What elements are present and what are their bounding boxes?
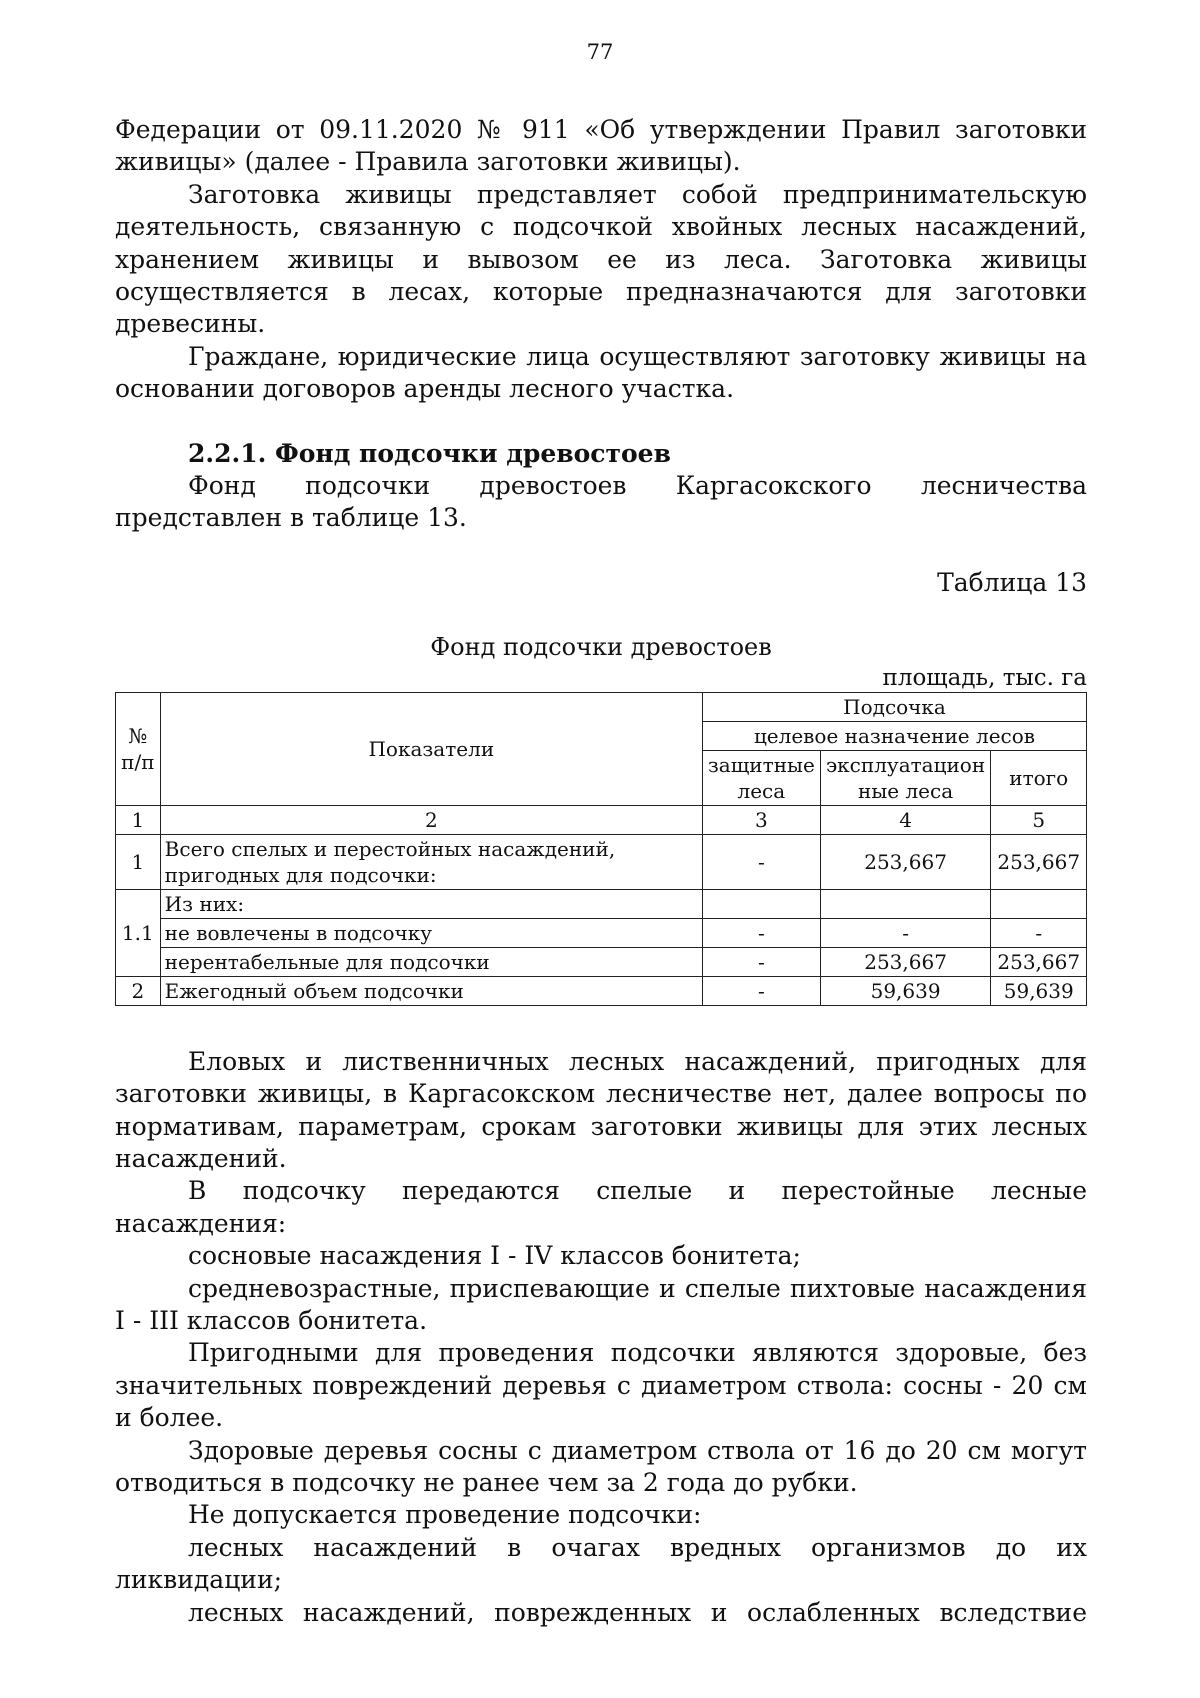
header-col5: итого — [991, 750, 1087, 805]
row-protective: - — [702, 947, 820, 976]
paragraph: средневозрастные, приспевающие и спелые пихтовые насаждения I - III классов бонитета. — [115, 1273, 1087, 1335]
table-label: Таблица 13 — [937, 567, 1087, 597]
table-row — [116, 834, 1087, 889]
row-exploitation: 253,667 — [820, 947, 991, 976]
section-intro: Фонд подсочки древостоев Каргасокского лесничества представлен в таблице 13. — [115, 471, 1087, 533]
row-protective: - — [702, 918, 820, 947]
row-exploitation — [820, 889, 991, 918]
row-protective — [702, 889, 820, 918]
row-exploitation: 253,667 — [820, 834, 991, 889]
row-total: 253,667 — [991, 947, 1087, 976]
table-units: площадь, тыс. га — [882, 664, 1087, 691]
row-protective: - — [702, 834, 820, 889]
table-row — [116, 976, 1087, 1005]
section-heading: 2.2.1. Фонд подсочки древостоев — [188, 438, 671, 468]
header-group: Подсочка — [702, 692, 1086, 721]
paragraph: Здоровые деревья сосны с диаметром ствола от 16 до 20 см могут отводиться в подсочку не ранее чем за 2 года до рубки. — [115, 1435, 1087, 1497]
col-number: 1 — [116, 805, 161, 834]
row-num: 2 — [116, 976, 161, 1005]
column-numbers-row — [116, 805, 1087, 834]
paragraph: лесных насаждений в очагах вредных организмов до их ликвидации; — [115, 1532, 1087, 1595]
paragraph: сосновые насаждения I - IV классов бонитета; — [188, 1241, 801, 1271]
row-exploitation: 59,639 — [820, 976, 991, 1005]
table-row — [116, 947, 1087, 976]
table-row — [116, 889, 1087, 918]
col-number: 2 — [160, 805, 702, 834]
row-protective: - — [702, 976, 820, 1005]
row-name: Всего спелых и перестойных насаждений, пригодных для подсочки: — [160, 834, 702, 889]
page-number: 77 — [586, 40, 614, 64]
row-name: не вовлечены в подсочку — [160, 918, 702, 947]
table-title: Фонд подсочки древостоев — [430, 633, 772, 662]
paragraph: В подсочку передаются спелые и перестойные лесные насаждения: — [115, 1176, 1087, 1238]
header-indicators: Показатели — [160, 692, 702, 805]
row-total: - — [991, 918, 1087, 947]
paragraph: лесных насаждений, поврежденных и ослабленных вследствие — [188, 1597, 1087, 1627]
row-name: нерентабельные для подсочки — [160, 947, 702, 976]
paragraph: Пригодными для проведения подсочки являются здоровые, без значительных повреждений деревья с диаметром ствола: сосны - 20 см и более. — [115, 1338, 1087, 1433]
row-name: Из них: — [160, 889, 702, 918]
row-name: Ежегодный объем подсочки — [160, 976, 702, 1005]
header-subgroup: целевое назначение лесов — [702, 721, 1086, 750]
row-exploitation: - — [820, 918, 991, 947]
document-body — [115, 114, 1087, 1629]
row-num: 1 — [116, 834, 161, 889]
paragraph: Еловых и лиственничных лесных насаждений, пригодных для заготовки живицы, в Каргасокском лесничестве нет, далее вопросы по нормативам, параметрам, срокам заготовки живицы для этих лесных насаждений. — [115, 1046, 1087, 1173]
col-number: 3 — [702, 805, 820, 834]
header-col4: эксплуатацион ные леса — [820, 750, 991, 805]
paragraph: Не допускается проведение подсочки: — [188, 1500, 702, 1530]
paragraph: Заготовка живицы представляет собой предпринимательскую деятельность, связанную с подсочкой хвойных лесных насаждений, хранением живицы и вывозом ее из леса. Заготовка живицы осуществляется в лесах, которые предназначаются для заготовки древесины. — [115, 179, 1087, 339]
col-number: 4 — [820, 805, 991, 834]
fund-table — [115, 692, 1087, 1006]
row-total: 59,639 — [991, 976, 1087, 1005]
col-number: 5 — [991, 805, 1087, 834]
row-num: 1.1 — [116, 889, 161, 976]
row-total — [991, 889, 1087, 918]
header-col3: защитные леса — [702, 750, 820, 805]
paragraph: Федерации от 09.11.2020 № 911 «Об утверждении Правил заготовки живицы» (далее - Правила заготовки живицы). — [115, 115, 1087, 177]
paragraph: Граждане, юридические лица осуществляют заготовку живицы на основании договоров аренды лесного участка. — [115, 341, 1087, 404]
row-total: 253,667 — [991, 834, 1087, 889]
header-num: № п/п — [116, 692, 161, 805]
table-row — [116, 918, 1087, 947]
